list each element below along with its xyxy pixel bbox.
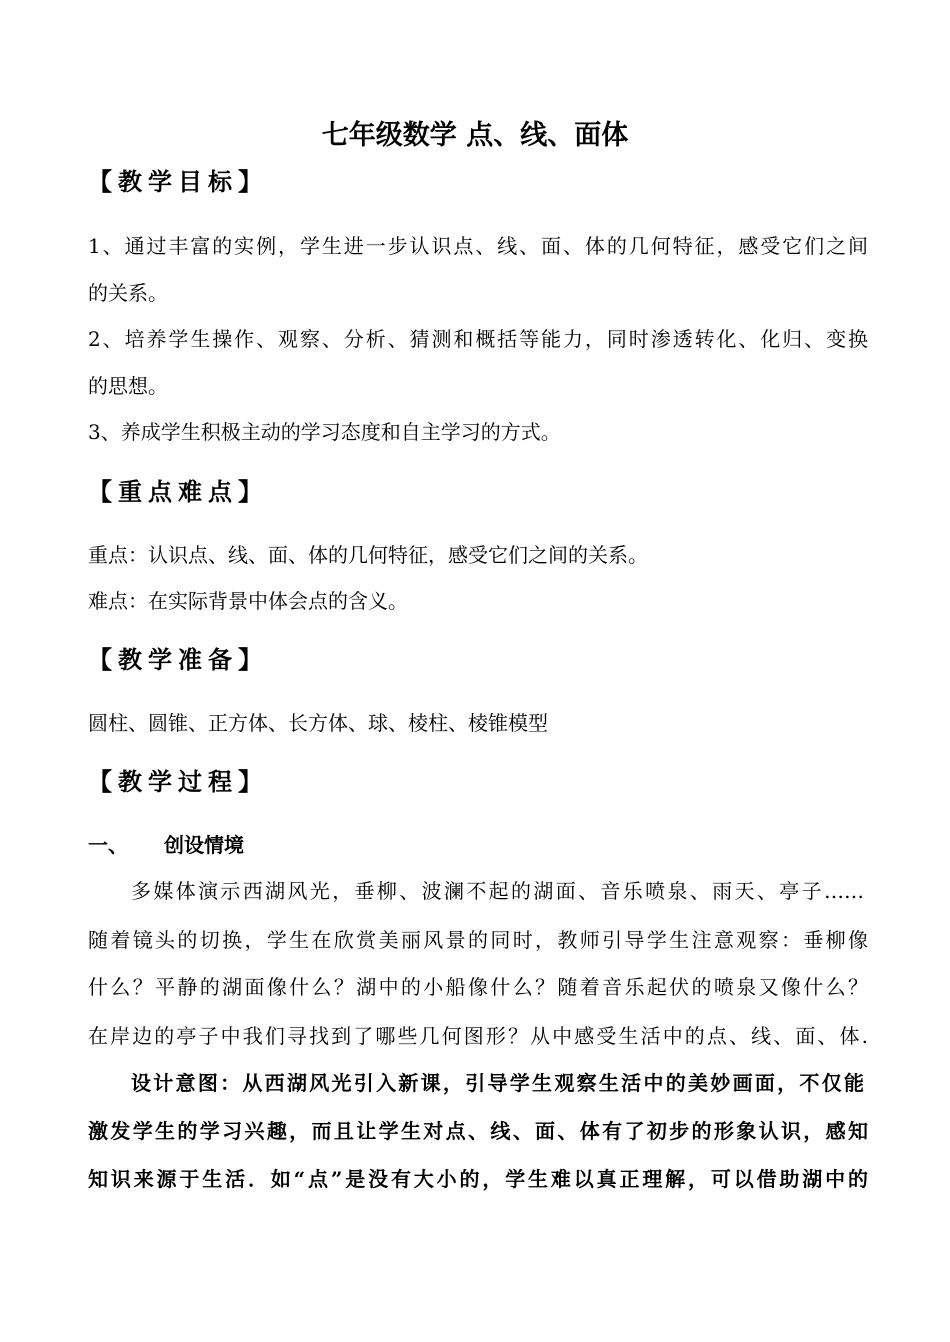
objectives-line-2: 的关系。 — [88, 281, 168, 305]
design-intent-line-2: 激发学生的学习兴趣，而且让学生对点、线、面、体有了初步的形象认识，感知 — [88, 1119, 868, 1143]
objectives-line-3: 2、培养学生操作、观察、分析、猜测和概括等能力，同时渗透转化、化归、变换 — [88, 327, 868, 351]
objectives-line-4: 的思想。 — [88, 374, 168, 398]
keypoint-line: 重点：认识点、线、面、体的几何特征，感受它们之间的关系。 — [88, 543, 648, 567]
design-intent-line-3: 知识来源于生活．如“点”是没有大小的，学生难以真正理解，可以借助湖中的 — [88, 1167, 868, 1191]
step-1-number: 一、 — [88, 833, 128, 857]
objectives-line-5: 3、养成学生积极主动的学习态度和自主学习的方式。 — [88, 420, 561, 444]
difficulty-line: 难点：在实际背景中体会点的含义。 — [88, 589, 408, 613]
step-1-title: 创设情境 — [164, 833, 244, 857]
scene-paragraph-line-1: 多媒体演示西湖风光，垂柳、波澜不起的湖面、音乐喷泉、雨天、亭子…… — [131, 879, 864, 903]
objectives-line-1: 1、通过丰富的实例，学生进一步认识点、线、面、体的几何特征，感受它们之间 — [88, 234, 868, 258]
objectives-heading: 【教学目标】 — [88, 167, 268, 196]
design-intent-line-1: 设计意图：从西湖风光引入新课，引导学生观察生活中的美妙画面，不仅能 — [131, 1071, 864, 1095]
preparation-line: 圆柱、圆锥、正方体、长方体、球、棱柱、棱锥模型 — [88, 711, 548, 735]
scene-paragraph-line-2: 随着镜头的切换，学生在欣赏美丽风景的同时，教师引导学生注意观察：垂柳像 — [88, 928, 868, 952]
scene-paragraph-line-3: 什么？平静的湖面像什么？湖中的小船像什么？随着音乐起伏的喷泉又像什么？ — [88, 975, 868, 999]
page-title: 七年级数学 点、线、面体 — [321, 120, 629, 151]
preparation-heading: 【教学准备】 — [88, 645, 268, 674]
scene-paragraph-line-4: 在岸边的亭子中我们寻找到了哪些几何图形？从中感受生活中的点、线、面、体. — [88, 1024, 868, 1048]
process-heading: 【教学过程】 — [88, 767, 268, 796]
step-1-heading — [88, 830, 244, 860]
keypoints-heading: 【重点难点】 — [88, 477, 268, 506]
